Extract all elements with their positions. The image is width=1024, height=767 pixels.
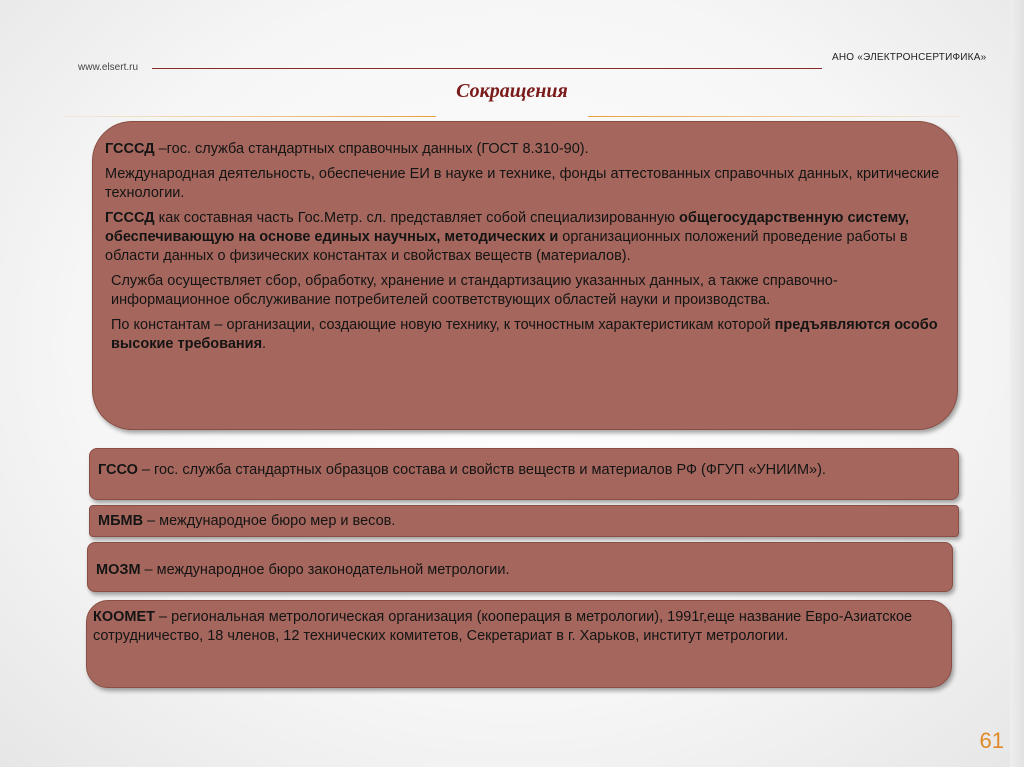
- gsssd-constants-text-b: .: [262, 336, 267, 352]
- gsssd-definition: [105, 140, 941, 159]
- mbmv-abbr: МБМВ: [98, 513, 144, 529]
- gsso-abbr: ГССО: [98, 462, 138, 478]
- gsso-panel: [89, 448, 959, 500]
- gsssd-service-description: [105, 272, 941, 310]
- mbmv-panel: [89, 505, 959, 537]
- gsssd-panel: [92, 121, 958, 430]
- gsssd-constants-text-a: По константам – организации, создающие новую технику, к точностным характеристикам которой: [111, 317, 775, 333]
- mozm-abbr: МОЗМ: [96, 562, 141, 578]
- mozm-panel: [87, 542, 953, 592]
- gsssd-service-text: Служба осуществляет сбор, обработку, хранение и стандартизацию указанных данных, а также справочно-информационное обслуживание потребителей соответствующих областей науки и производства.: [111, 273, 838, 308]
- page-number: 61: [979, 728, 1004, 753]
- gsssd-activity-text: Международная деятельность, обеспечение ЕИ в науке и технике, фонды аттестованных справочных данных, критические технологии.: [105, 166, 940, 201]
- gsssd-system-emphasis: общегосударственную систему, обеспечивающую на основе единых научных, методических и: [105, 210, 910, 245]
- gsssd-abbr-2: ГСССД: [105, 210, 155, 226]
- gsssd-system-description: [105, 209, 941, 266]
- organization-name: АНО «ЭЛЕКТРОНСЕРТИФИКА»: [832, 52, 987, 63]
- gsssd-constants-emphasis: предъявляются особо высокие требования: [111, 317, 938, 352]
- koomet-abbr: КООМЕТ: [93, 609, 156, 625]
- gsso-text: – гос. служба стандартных образцов состава и свойств веществ и материалов РФ (ФГУП «УНИИМ»).: [137, 462, 826, 478]
- mozm-text: – международное бюро законодательной метрологии.: [140, 562, 510, 578]
- title-underline-left: [64, 116, 436, 117]
- mbmv-text: – международное бюро мер и весов.: [143, 513, 396, 529]
- title-underline-right: [588, 116, 960, 117]
- page-title: Сокращения: [456, 80, 568, 102]
- koomet-panel: [86, 600, 952, 688]
- gsssd-definition-text: –гос. служба стандартных справочных данных (ГОСТ 8.310-90).: [154, 141, 589, 157]
- website-link[interactable]: www.elsert.ru: [78, 62, 139, 73]
- gsssd-system-text-a: как составная часть Гос.Метр. сл. представляет собой специализированную: [154, 210, 679, 226]
- gsssd-system-text-b: организационных положений проведение работы в области данных о физических константах и свойствах веществ (материалов).: [105, 229, 908, 264]
- header-divider: [152, 68, 822, 69]
- gsssd-abbr: ГСССД: [105, 141, 155, 157]
- koomet-text: – региональная метрологическая организация (кооперация в метрологии), 1991г,еще название Евро-Азиатское сотрудничество, 18 членов, 12 технических комитетов, Секретариат в г. Харьков, институт метрологии.: [93, 609, 913, 644]
- gsssd-constants: [105, 316, 941, 354]
- side-stripe: [1010, 0, 1024, 767]
- gsssd-activity: [105, 165, 941, 203]
